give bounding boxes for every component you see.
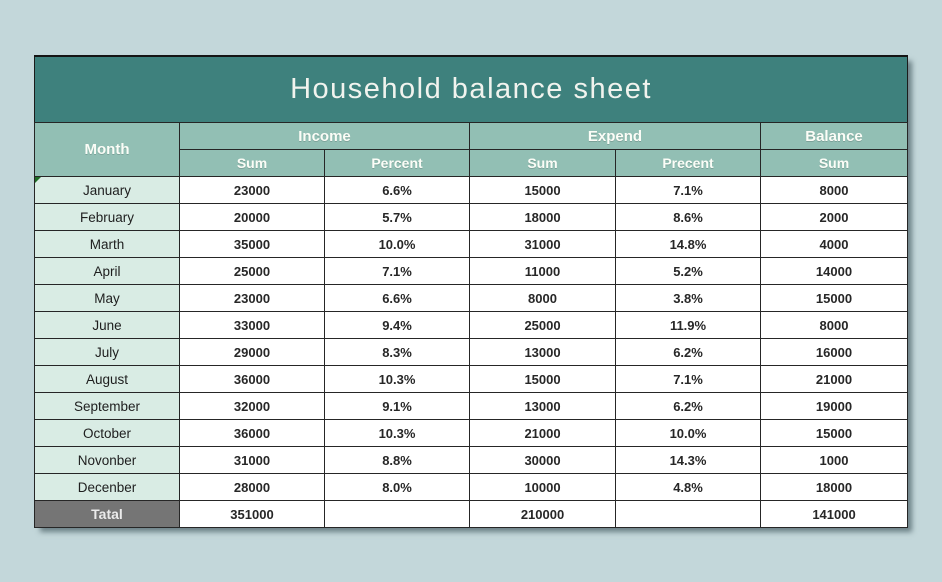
table-row: [35, 339, 908, 366]
table-row: [35, 177, 908, 204]
expend-sum-cell: 18000: [470, 204, 616, 231]
balance-sheet: [34, 55, 908, 528]
expend-sum-cell: 15000: [470, 366, 616, 393]
expend-sum-cell: 15000: [470, 177, 616, 204]
group-header-row: [35, 123, 908, 150]
balance-sum-cell: 19000: [761, 393, 908, 420]
expend-sum-cell: 10000: [470, 474, 616, 501]
month-cell: Marth: [35, 231, 180, 258]
income-sum-cell: 28000: [180, 474, 325, 501]
income-percent-cell: 10.3%: [325, 420, 470, 447]
expend-sum-cell: 25000: [470, 312, 616, 339]
table-row: [35, 366, 908, 393]
sheet-title-bar: [34, 57, 908, 122]
expend-sum-cell: 21000: [470, 420, 616, 447]
total-row: [35, 501, 908, 528]
expend-precent-cell: 6.2%: [616, 339, 761, 366]
table-row: [35, 231, 908, 258]
total-expend-sum-cell: 210000: [470, 501, 616, 528]
table-row: [35, 420, 908, 447]
expend-sum-cell: 13000: [470, 339, 616, 366]
expend-precent-cell: 14.3%: [616, 447, 761, 474]
total-label-cell: Tatal: [35, 501, 180, 528]
expend-precent-cell: 3.8%: [616, 285, 761, 312]
income-percent-header: Percent: [325, 150, 470, 177]
sheet-title: Household balance sheet: [290, 73, 652, 105]
comment-marker-icon: [35, 177, 41, 183]
expend-group-header: Expend: [470, 123, 761, 150]
income-percent-cell: 8.8%: [325, 447, 470, 474]
table-row: [35, 312, 908, 339]
balance-sum-cell: 16000: [761, 339, 908, 366]
income-percent-cell: 10.3%: [325, 366, 470, 393]
expend-precent-cell: 7.1%: [616, 366, 761, 393]
income-sum-cell: 33000: [180, 312, 325, 339]
total-expend-precent-cell: [616, 501, 761, 528]
month-cell: October: [35, 420, 180, 447]
income-group-header: Income: [180, 123, 470, 150]
income-sum-cell: 29000: [180, 339, 325, 366]
expend-precent-cell: 11.9%: [616, 312, 761, 339]
expend-precent-cell: 4.8%: [616, 474, 761, 501]
income-percent-cell: 5.7%: [325, 204, 470, 231]
table-row: [35, 393, 908, 420]
month-cell: September: [35, 393, 180, 420]
month-cell: Novonber: [35, 447, 180, 474]
expend-precent-cell: 7.1%: [616, 177, 761, 204]
income-percent-cell: 9.1%: [325, 393, 470, 420]
balance-sum-cell: 2000: [761, 204, 908, 231]
month-cell: July: [35, 339, 180, 366]
income-percent-cell: 6.6%: [325, 285, 470, 312]
total-balance-sum-cell: 141000: [761, 501, 908, 528]
income-sum-cell: 36000: [180, 366, 325, 393]
month-cell: April: [35, 258, 180, 285]
income-sum-cell: 35000: [180, 231, 325, 258]
month-column-header: Month: [35, 123, 180, 177]
month-cell: Decenber: [35, 474, 180, 501]
expend-precent-cell: 8.6%: [616, 204, 761, 231]
month-cell: August: [35, 366, 180, 393]
expend-sum-cell: 13000: [470, 393, 616, 420]
table-row: [35, 258, 908, 285]
month-cell: June: [35, 312, 180, 339]
balance-group-header: Balance: [761, 123, 908, 150]
income-percent-cell: 10.0%: [325, 231, 470, 258]
income-percent-cell: 8.3%: [325, 339, 470, 366]
income-sum-cell: 31000: [180, 447, 325, 474]
income-sum-cell: 36000: [180, 420, 325, 447]
expend-precent-cell: 10.0%: [616, 420, 761, 447]
expend-precent-header: Precent: [616, 150, 761, 177]
total-income-sum-cell: 351000: [180, 501, 325, 528]
month-cell: February: [35, 204, 180, 231]
expend-sum-cell: 11000: [470, 258, 616, 285]
expend-precent-cell: 6.2%: [616, 393, 761, 420]
balance-sum-cell: 4000: [761, 231, 908, 258]
income-sum-cell: 25000: [180, 258, 325, 285]
income-percent-cell: 6.6%: [325, 177, 470, 204]
balance-sum-cell: 15000: [761, 285, 908, 312]
balance-sum-cell: 8000: [761, 312, 908, 339]
balance-table: [34, 122, 908, 528]
expend-sum-cell: 8000: [470, 285, 616, 312]
month-cell: May: [35, 285, 180, 312]
table-row: [35, 474, 908, 501]
income-sum-cell: 32000: [180, 393, 325, 420]
balance-sum-cell: 1000: [761, 447, 908, 474]
balance-sum-cell: 18000: [761, 474, 908, 501]
expend-precent-cell: 5.2%: [616, 258, 761, 285]
income-sum-cell: 23000: [180, 177, 325, 204]
balance-sum-header: Sum: [761, 150, 908, 177]
table-row: [35, 285, 908, 312]
balance-sum-cell: 8000: [761, 177, 908, 204]
table-row: [35, 204, 908, 231]
expend-precent-cell: 14.8%: [616, 231, 761, 258]
income-sum-cell: 23000: [180, 285, 325, 312]
total-income-percent-cell: [325, 501, 470, 528]
balance-sum-cell: 15000: [761, 420, 908, 447]
balance-sum-cell: 21000: [761, 366, 908, 393]
income-percent-cell: 8.0%: [325, 474, 470, 501]
income-sum-cell: 20000: [180, 204, 325, 231]
month-cell: January: [35, 177, 180, 204]
income-percent-cell: 7.1%: [325, 258, 470, 285]
table-row: [35, 447, 908, 474]
balance-sum-cell: 14000: [761, 258, 908, 285]
expend-sum-cell: 31000: [470, 231, 616, 258]
expend-sum-header: Sum: [470, 150, 616, 177]
expend-sum-cell: 30000: [470, 447, 616, 474]
income-percent-cell: 9.4%: [325, 312, 470, 339]
income-sum-header: Sum: [180, 150, 325, 177]
